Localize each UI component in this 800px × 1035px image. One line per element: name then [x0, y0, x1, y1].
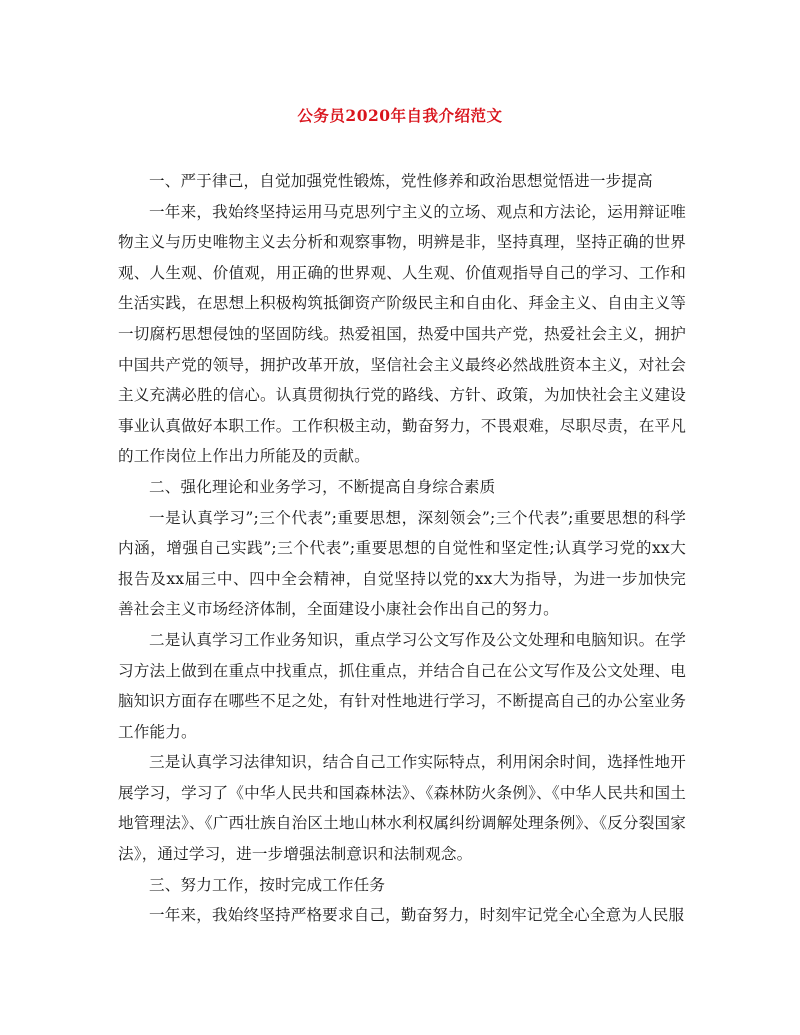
section-heading: 一、严于律己，自觉加强党性锻炼，党性修养和政治思想觉悟进一步提高 [149, 172, 653, 190]
document-body [118, 166, 686, 931]
document-title: 公务员2020年自我介绍范文 [297, 106, 503, 125]
body-paragraph: 二是认真学习工作业务知识，重点学习公文写作及公文处理和电脑知识。在学习方法上做到在重点中找重点，抓住重点，并结合自己在公文写作及公文处理、电脑知识方面存在哪些不足之处，有针对性地进行学习，不断提高自己的办公室业务工作能力。 [118, 630, 686, 741]
body-paragraph: 一是认真学习”;三个代表”;重要思想，深刻领会”;三个代表”;重要思想的科学内涵，增强自己实践”;三个代表”;重要思想的自觉性和坚定性;认真学习党的xx大报告及xx届三中、四中全会精神，自觉坚持以党的xx大为指导，为进一步加快完善社会主义市场经济体制，全面建设小康社会作出自己的努力。 [118, 508, 686, 619]
section-heading: 三、努力工作，按时完成工作任务 [149, 875, 386, 894]
section-heading: 二、强化理论和业务学习，不断提高自身综合素质 [149, 477, 496, 496]
body-paragraph: 一年来，我始终坚持严格要求自己，勤奋努力，时刻牢记党全心全意为人民服 [149, 906, 685, 925]
body-paragraph: 一年来，我始终坚持运用马克思列宁主义的立场、观点和方法论，运用辩证唯物主义与历史唯物主义去分析和观察事物，明辨是非，坚持真理，坚持正确的世界观、人生观、价值观，用正确的世界观、人生观、价值观指导自己的学习、工作和生活实践，在思想上积极构筑抵御资产阶级民主和自由化、拜金主义、自由主义等一切腐朽思想侵蚀的坚固防线。热爱祖国，热爱中国共产党，热爱社会主义，拥护中国共产党的领导，拥护改革开放，坚信社会主义最终必然战胜资本主义，对社会主义充满必胜的信心。认真贯彻执行党的路线、方针、政策，为加快社会主义建设事业认真做好本职工作。工作积极主动，勤奋努力，不畏艰难，尽职尽责，在平凡的工作岗位上作出力所能及的贡献。 [118, 202, 686, 466]
body-paragraph: 三是认真学习法律知识，结合自己工作实际特点，利用闲余时间，选择性地开展学习，学习了《中华人民共和国森林法》、《森林防火条例》、《中华人民共和国土地管理法》、《广西壮族自治区土地山林水利权属纠纷调解处理条例》、《反分裂国家法》，通过学习，进一步增强法制意识和法制观念。 [118, 753, 686, 864]
